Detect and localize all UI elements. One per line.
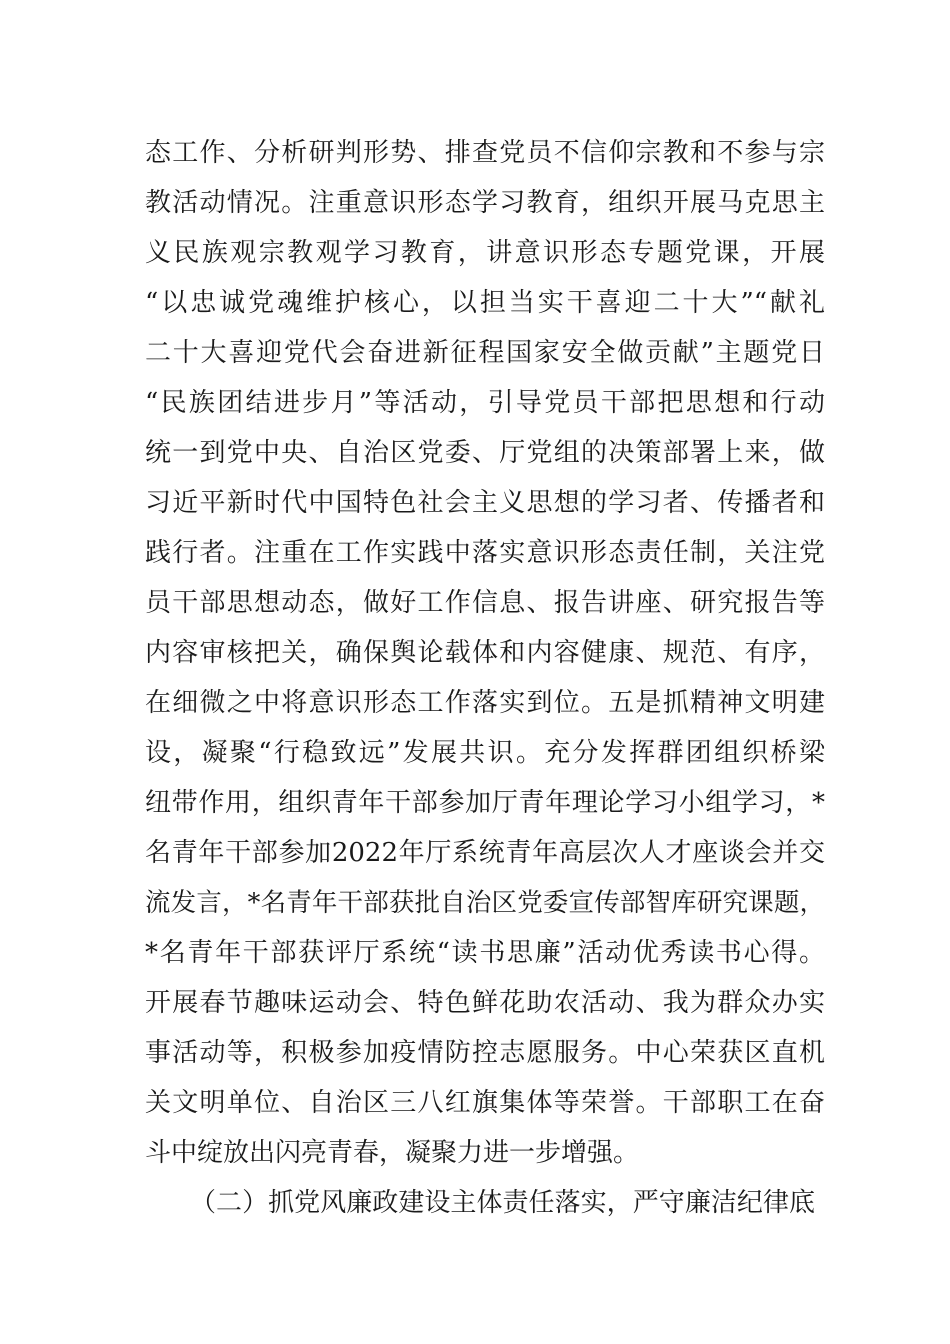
section-heading-line: （二）抓党风廉政建设主体责任落实，严守廉洁纪律底 (190, 1188, 815, 1218)
paragraph-line: 教活动情况。注重意识形态学习教育，组织开展马克思主 (145, 188, 825, 218)
paragraph-line: “以忠诚党魂维护核心，以担当实干喜迎二十大”“献礼 (145, 288, 825, 318)
paragraph-line: 名青年干部参加2022年厅系统青年高层次人才座谈会并交 (145, 838, 825, 868)
paragraph-line: 践行者。注重在工作实践中落实意识形态责任制，关注党 (145, 538, 825, 568)
paragraph-line: 员干部思想动态，做好工作信息、报告讲座、研究报告等 (145, 588, 825, 618)
paragraph-line: 开展春节趣味运动会、特色鲜花助农活动、我为群众办实 (145, 988, 825, 1018)
paragraph-line: 统一到党中央、自治区党委、厅党组的决策部署上来，做 (145, 438, 825, 468)
paragraph-line: 纽带作用，组织青年干部参加厅青年理论学习小组学习，* (145, 788, 825, 818)
paragraph-line: 事活动等，积极参加疫情防控志愿服务。中心荣获区直机 (145, 1038, 825, 1068)
paragraph-line: “民族团结进步月”等活动，引导党员干部把思想和行动 (145, 388, 825, 418)
paragraph-line: 关文明单位、自治区三八红旗集体等荣誉。干部职工在奋 (145, 1088, 825, 1118)
paragraph-line: 流发言，*名青年干部获批自治区党委宣传部智库研究课题， (145, 888, 825, 918)
paragraph-line: 设，凝聚“行稳致远”发展共识。充分发挥群团组织桥梁 (145, 738, 825, 768)
paragraph-line: 斗中绽放出闪亮青春，凝聚力进一步增强。 (145, 1138, 640, 1168)
paragraph-line: 在细微之中将意识形态工作落实到位。五是抓精神文明建 (145, 688, 825, 718)
paragraph-line: 义民族观宗教观学习教育，讲意识形态专题党课，开展 (145, 238, 825, 268)
paragraph-line: 内容审核把关，确保舆论载体和内容健康、规范、有序， (145, 638, 825, 668)
paragraph-line: 二十大喜迎党代会奋进新征程国家安全做贡献”主题党日 (145, 338, 825, 368)
paragraph-line: *名青年干部获评厅系统“读书思廉”活动优秀读书心得。 (145, 938, 825, 968)
paragraph-line: 态工作、分析研判形势、排查党员不信仰宗教和不参与宗 (145, 138, 825, 168)
paragraph-line: 习近平新时代中国特色社会主义思想的学习者、传播者和 (145, 488, 825, 518)
